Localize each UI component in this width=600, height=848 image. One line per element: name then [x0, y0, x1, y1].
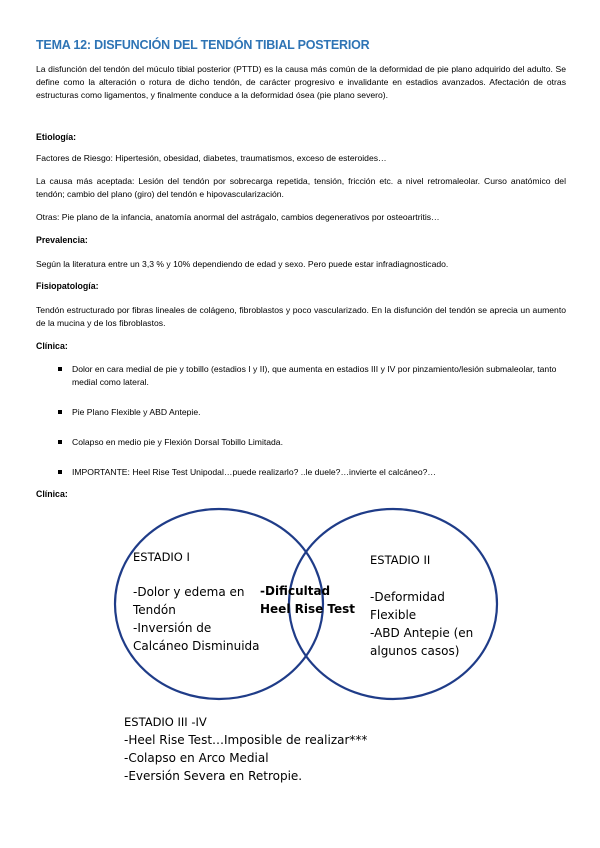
- stage-3-4-line: -Eversión Severa en Retropie.: [124, 769, 303, 783]
- clinica-heading-2: Clínica:: [36, 489, 68, 499]
- stage-2-line: algunos casos): [370, 644, 460, 658]
- bullet-icon: [58, 440, 62, 444]
- stage-3-4-line: -Colapso en Arco Medial: [124, 751, 269, 765]
- etiologia-main-cause: La causa más aceptada: Lesión del tendón por sobrecarga repetida, tensión, fricción etc. a nivel retromaleolar. Curso anatómico del tendón; cambio del plano (giro) del tendón e hipovascularización.: [36, 176, 566, 199]
- stage-2-line: -Deformidad: [370, 590, 445, 604]
- stage-2-line: -ABD Antepie (en: [370, 626, 474, 640]
- stage-3-4-line: -Heel Rise Test…Imposible de realizar***: [124, 733, 368, 747]
- list-item: Pie Plano Flexible y ABD Antepie.: [58, 406, 566, 419]
- stage-1-line: Tendón: [133, 603, 176, 617]
- etiologia-heading: Etiología:: [36, 132, 77, 142]
- clinica-heading: Clínica:: [36, 341, 68, 351]
- stage-1-line: Calcáneo Disminuida: [133, 639, 260, 653]
- page-title: TEMA 12: DISFUNCIÓN DEL TENDÓN TIBIAL POSTERIOR: [36, 38, 370, 52]
- stage-1-line: -Dolor y edema en: [133, 585, 245, 599]
- list-item: IMPORTANTE: Heel Rise Test Unipodal…puede realizarlo? ..le duele?…invierte el calcáneo?…: [58, 466, 566, 479]
- bullet-icon: [58, 470, 62, 474]
- stage-2-title: ESTADIO II: [370, 553, 431, 567]
- stage-1-line: -Inversión de: [133, 621, 212, 635]
- stage-3-4-title: ESTADIO III -IV: [124, 715, 207, 729]
- overlap-line: Heel Rise Test: [260, 602, 356, 616]
- prevalencia-heading: Prevalencia:: [36, 235, 88, 245]
- stage-1-title: ESTADIO I: [133, 550, 190, 564]
- etiologia-other-causes: Otras: Pie plano de la infancia, anatomía anormal del astrágalo, cambios degenerativos por osteoartritis…: [36, 212, 440, 222]
- list-item: Dolor en cara medial de pie y tobillo (estadios I y II), que aumenta en estadios III y IV por pinzamiento/lesión submaleolar, tanto medial como lateral.: [58, 363, 566, 389]
- list-item: Colapso en medio pie y Flexión Dorsal Tobillo Limitada.: [58, 436, 566, 449]
- overlap-line: -Dificultad: [260, 584, 331, 598]
- fisiopatologia-text: Tendón estructurado por fibras lineales de colágeno, fibroblastos y poco vascularizado. En la disfunción del tendón se aprecia un aumento de la mucina y de los fibroblastos.: [36, 305, 566, 328]
- stage-2-line: Flexible: [370, 608, 417, 622]
- bullet-icon: [58, 410, 62, 414]
- fisiopatologia-heading: Fisiopatología:: [36, 281, 99, 291]
- etiologia-risk-factors: Factores de Riesgo: Hipertesión, obesidad, diabetes, traumatismos, exceso de esteroides…: [36, 153, 387, 163]
- intro-paragraph: La disfunción del tendón del múculo tibial posterior (PTTD) es la causa más común de la deformidad de pie plano adquirido del adulto. Se define como la alteración o rotura de dicho tendón, de carácter progresivo e invalidante en estadios avanzados. Afectación de otras estructuras como ligamentos, y finalmente conduce a la deformidad ósea (pie plano severo).: [36, 64, 566, 100]
- prevalencia-text: Según la literatura entre un 3,3 % y 10% dependiendo de edad y sexo. Pero puede estar infradiagnosticado.: [36, 259, 449, 269]
- bullet-icon: [58, 367, 62, 371]
